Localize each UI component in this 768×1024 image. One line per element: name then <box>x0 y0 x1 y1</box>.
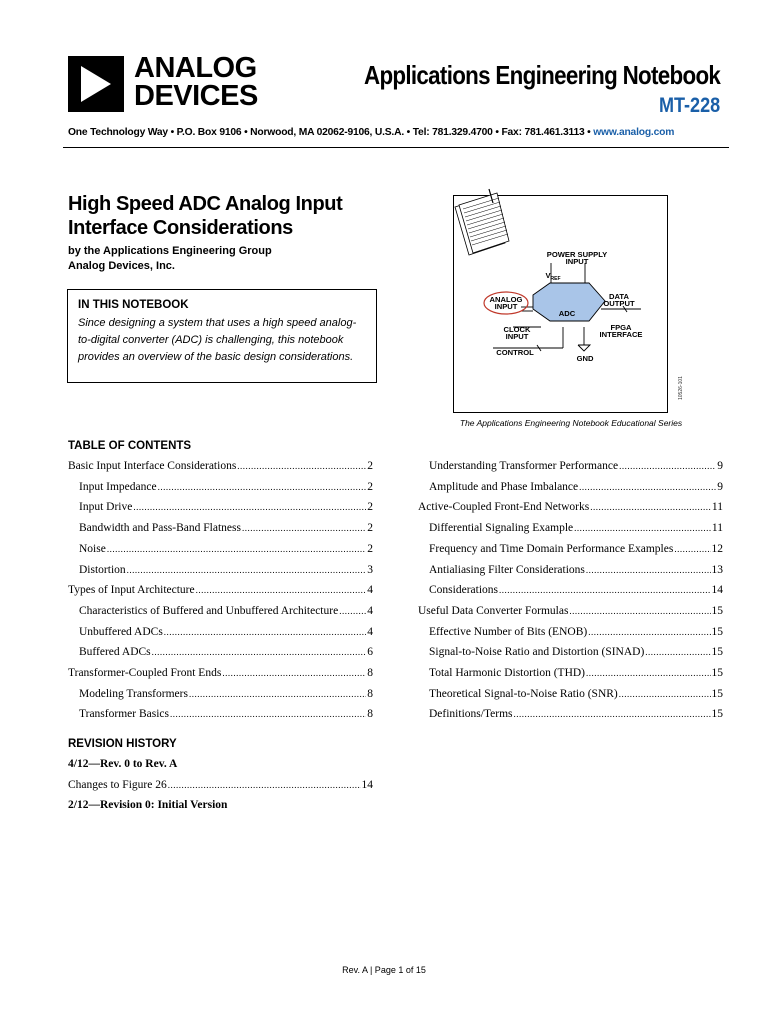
toc-entry[interactable] <box>429 626 723 638</box>
label-analog-input: INPUT <box>494 302 518 311</box>
toc-entry-label: Buffered ADCs <box>79 646 151 659</box>
in-this-notebook-box <box>67 289 377 383</box>
toc-entry-page: 2 <box>367 460 373 472</box>
toc-entry[interactable] <box>429 667 723 679</box>
toc-entry-label: Input Impedance <box>79 480 157 493</box>
leader-dots <box>152 646 367 658</box>
toc-entry[interactable] <box>429 543 723 555</box>
leader-dots <box>127 564 367 576</box>
toc-entry[interactable] <box>68 460 373 472</box>
adc-block-diagram <box>453 185 683 415</box>
toc-entry[interactable] <box>79 708 373 720</box>
logo-triangle-icon <box>81 66 111 102</box>
toc-entry[interactable] <box>79 481 373 493</box>
notebook-number: MT-228 <box>658 94 720 117</box>
toc-entry-page: 11 <box>711 501 723 514</box>
toc-entry-page: 15 <box>711 667 723 679</box>
revision-rev-a: 4/12—Rev. 0 to Rev. A <box>68 758 178 770</box>
leader-dots <box>133 501 366 513</box>
label-analog: ANALOG <box>489 295 523 304</box>
toc-entry[interactable] <box>79 646 373 658</box>
logo-wordmark <box>134 54 258 110</box>
toc-entry-page: 15 <box>711 625 723 638</box>
toc-entry-page: 8 <box>367 687 373 700</box>
document-title <box>68 192 398 240</box>
header-divider <box>63 147 729 148</box>
leader-dots <box>574 522 711 534</box>
toc-entry[interactable] <box>79 626 373 638</box>
title-line-2: Interface Considerations <box>68 217 293 239</box>
toc-entry[interactable] <box>68 667 373 679</box>
in-this-notebook-heading: IN THIS NOTEBOOK <box>78 299 189 311</box>
leader-dots <box>222 667 366 679</box>
revision-change-row <box>68 779 373 791</box>
leader-dots <box>569 605 710 617</box>
toc-entry[interactable] <box>418 501 723 513</box>
toc-entry[interactable] <box>79 543 373 555</box>
toc-entry[interactable] <box>418 605 723 617</box>
logo-mark <box>68 56 124 112</box>
toc-entry-page: 4 <box>367 604 373 617</box>
toc-entry-page: 12 <box>711 542 723 555</box>
toc-entry-page: 15 <box>711 604 723 617</box>
toc-entry-page: 13 <box>711 563 723 576</box>
leader-dots <box>196 584 367 596</box>
toc-entry-page: 6 <box>367 646 373 659</box>
leader-dots <box>619 688 711 700</box>
page-footer: Rev. A | Page 1 of 15 <box>342 965 426 975</box>
toc-entry-page: 9 <box>717 480 723 493</box>
address-text: One Technology Way • P.O. Box 9106 • Norwood, MA 02062-9106, U.S.A. • Tel: 781.329.4700 • Fax: 781.461.3113 • <box>68 127 591 138</box>
toc-entry[interactable] <box>79 501 373 513</box>
revision-change-label: Changes to Figure 26 <box>68 779 167 791</box>
leader-dots <box>619 460 716 472</box>
byline-line-1: by the Applications Engineering Group <box>68 245 272 257</box>
revision-rev-0: 2/12—Revision 0: Initial Version <box>68 799 228 811</box>
toc-entry[interactable] <box>429 522 723 534</box>
toc-entry-label: Antialiasing Filter Considerations <box>429 563 585 576</box>
toc-entry-label: Definitions/Terms <box>429 708 513 721</box>
logo-line-2: DEVICES <box>134 80 258 112</box>
figure-caption: The Applications Engineering Notebook Educational Series <box>459 418 683 428</box>
toc-entry-page: 2 <box>367 522 373 535</box>
toc-entry[interactable] <box>429 708 723 720</box>
in-this-notebook-text: Since designing a system that uses a high speed analog-to-digital converter (ADC) is challenging, this notebook provides an overview of the basic design considerations. <box>78 317 357 363</box>
toc-entry-page: 3 <box>367 563 373 576</box>
leader-dots <box>189 688 366 700</box>
leader-dots <box>588 626 710 638</box>
company-address <box>68 127 722 138</box>
leader-dots <box>645 646 710 658</box>
toc-entry[interactable] <box>79 564 373 576</box>
toc-entry-page: 8 <box>367 667 373 679</box>
label-control: CONTROL <box>496 348 534 357</box>
leader-dots <box>242 522 366 534</box>
toc-entry-page: 9 <box>717 460 723 472</box>
byline-line-2: Analog Devices, Inc. <box>68 260 175 272</box>
toc-entry-page: 14 <box>711 584 723 597</box>
toc-entry[interactable] <box>429 564 723 576</box>
toc-heading: TABLE OF CONTENTS <box>68 440 192 452</box>
leader-dots <box>579 481 716 493</box>
leader-dots <box>168 779 361 791</box>
toc-entry-page: 15 <box>711 708 723 721</box>
label-vref: $V_{REF}$ <box>545 271 561 282</box>
toc-entry[interactable] <box>79 688 373 700</box>
leader-dots <box>586 564 711 576</box>
toc-entry-label: Transformer-Coupled Front Ends <box>68 667 222 679</box>
notebook-sketch-icon <box>455 189 509 255</box>
label-adc: ADC <box>558 309 576 318</box>
leader-dots <box>339 605 366 617</box>
toc-entry-page: 2 <box>367 501 373 514</box>
toc-entry-label: Effective Number of Bits (ENOB) <box>429 625 588 638</box>
toc-entry-label: Signal-to-Noise Ratio and Distortion (SINAD) <box>429 646 645 659</box>
label-data-output: OUTPUT <box>603 299 635 308</box>
toc-entry-page: 11 <box>711 522 723 535</box>
label-fpga-interface: INTERFACE <box>599 330 643 339</box>
label-clock: CLOCK <box>503 325 531 334</box>
leader-dots <box>514 708 711 720</box>
toc-entry-page: 15 <box>711 687 723 700</box>
label-gnd: GND <box>576 354 594 363</box>
revision-change-page: 14 <box>361 779 373 791</box>
toc-entry-label: Types of Input Architecture <box>68 584 195 597</box>
title-line-1: High Speed ADC Analog Input <box>68 193 343 215</box>
toc-entry-label: Differential Signaling Example <box>429 522 574 535</box>
toc-entry-label: Considerations <box>429 584 498 597</box>
logo-line-1: ANALOG <box>134 52 257 84</box>
toc-entry-page: 8 <box>367 708 373 721</box>
leader-dots <box>674 543 710 555</box>
revision-heading: REVISION HISTORY <box>68 738 177 750</box>
toc-entry-label: Modeling Transformers <box>79 687 188 700</box>
website-link[interactable]: www.analog.com <box>593 127 675 138</box>
toc-entry-label: Transformer Basics <box>79 708 169 721</box>
toc-entry-page: 4 <box>367 584 373 597</box>
toc-entry-page: 15 <box>711 646 723 659</box>
toc-entry-page: 2 <box>367 542 373 555</box>
label-power-supply: POWER SUPPLY <box>546 250 608 259</box>
toc-entry-label: Active-Coupled Front-End Networks <box>418 501 590 514</box>
leader-dots <box>586 667 710 679</box>
toc-entry-label: Unbuffered ADCs <box>79 625 163 638</box>
toc-entry[interactable] <box>429 460 723 472</box>
toc-entry-label: Theoretical Signal-to-Noise Ratio (SNR) <box>429 687 618 700</box>
notebook-title: Applications Engineering Notebook <box>363 60 720 90</box>
toc-entry-label: Amplitude and Phase Imbalance <box>429 480 579 493</box>
leader-dots <box>164 626 366 638</box>
toc-entry-label: Distortion <box>79 563 126 576</box>
toc-entry-label: Bandwidth and Pass-Band Flatness <box>79 522 241 535</box>
label-power-input: INPUT <box>565 257 589 266</box>
leader-dots <box>170 708 366 720</box>
toc-entry-page: 2 <box>367 480 373 493</box>
leader-dots <box>590 501 711 513</box>
figure-id: 10526-101 <box>678 376 684 400</box>
toc-entry-label: Characteristics of Buffered and Unbuffered Architecture <box>79 604 339 617</box>
byline <box>68 244 272 274</box>
toc-entry[interactable] <box>68 584 373 596</box>
toc-entry-label: Understanding Transformer Performance <box>429 460 619 472</box>
toc-entry[interactable] <box>429 481 723 493</box>
toc-entry[interactable] <box>79 605 373 617</box>
toc-entry[interactable] <box>429 688 723 700</box>
toc-entry-label: Noise <box>79 542 106 555</box>
leader-dots <box>237 460 366 472</box>
label-data: DATA <box>609 292 629 301</box>
toc-entry[interactable] <box>79 522 373 534</box>
toc-entry-label: Total Harmonic Distortion (THD) <box>429 667 586 679</box>
label-fpga: FPGA <box>610 323 632 332</box>
leader-dots <box>499 584 711 596</box>
toc-entry-label: Frequency and Time Domain Performance Examples <box>429 542 674 555</box>
toc-entry[interactable] <box>429 584 723 596</box>
leader-dots <box>158 481 367 493</box>
toc-entry[interactable] <box>429 646 723 658</box>
toc-entry-label: Useful Data Converter Formulas <box>418 604 569 617</box>
toc-entry-label: Basic Input Interface Considerations <box>68 460 237 472</box>
toc-entry-page: 4 <box>367 625 373 638</box>
label-clock-input: INPUT <box>505 332 529 341</box>
toc-entry-label: Input Drive <box>79 501 133 514</box>
leader-dots <box>107 543 366 555</box>
